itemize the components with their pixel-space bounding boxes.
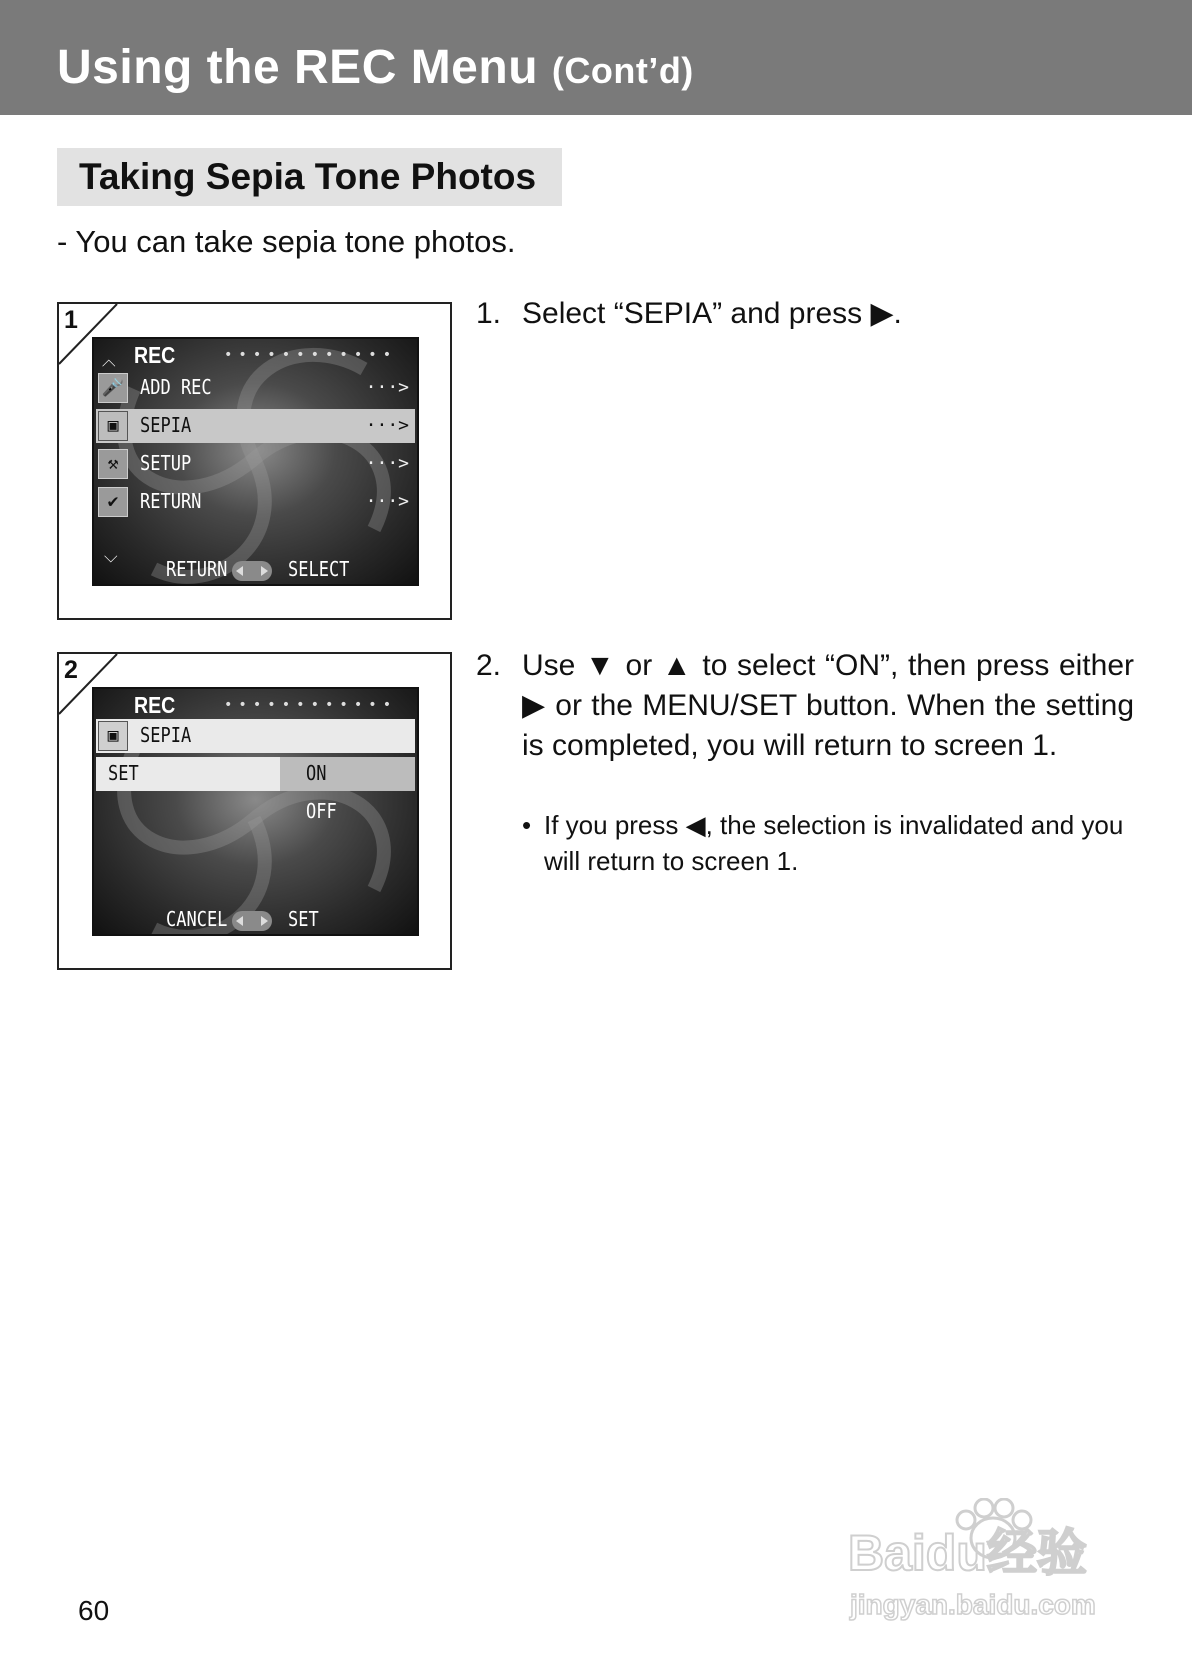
option-on[interactable] (280, 757, 415, 791)
svg-text:jingyan.baidu.com: jingyan.baidu.com (850, 1589, 1096, 1620)
menu-item-label: ADD REC (140, 375, 212, 399)
chevron-right-icon: ···> (365, 453, 409, 474)
sepia-portrait-icon: ▣ (98, 411, 128, 441)
page-number: 60 (78, 1595, 110, 1626)
sepia-portrait-icon: ▣ (98, 721, 128, 751)
menu-dots: •••••••••••• (224, 347, 398, 363)
menu-item-label: RETURN (140, 489, 202, 513)
screen-1-number: 1 (64, 306, 78, 334)
microphone-icon: 🎤 (98, 373, 128, 403)
chevron-right-icon: ···> (365, 377, 409, 398)
chevron-right-icon: ···> (365, 415, 409, 436)
section-heading (57, 148, 562, 206)
menu-item-return[interactable] (96, 485, 415, 519)
screen-2-number: 2 (64, 656, 78, 684)
footer-right-label: SET (288, 907, 319, 931)
option-label: ON (306, 761, 327, 785)
baidu-paw-logo (838, 1498, 1128, 1628)
screen-2-frame (57, 652, 452, 970)
step-text: Select “SEPIA” and press ▶. (522, 297, 902, 330)
header-bar (0, 0, 1192, 115)
step-number: 1. (476, 297, 502, 330)
intro-text: - You can take sepia tone photos. (57, 224, 516, 259)
baidu-watermark (838, 1498, 1128, 1633)
menu-dots: •••••••••••• (224, 697, 398, 713)
step-number: 2. (476, 649, 502, 682)
left-right-keys-icon (232, 911, 272, 931)
tools-icon: ⚒ (98, 449, 128, 479)
step-text: Use ▼ or ▲ to select “ON”, then press either ▶ or the MENU/SET button. When the setting is completed, you will return to screen 1. (522, 649, 1134, 762)
menu-item-label: SEPIA (140, 413, 192, 437)
menu-item-setup[interactable] (96, 447, 415, 481)
page-title-suffix: (Cont’d) (551, 50, 694, 91)
left-right-keys-icon (232, 561, 272, 581)
menu-item-label: SETUP (140, 451, 192, 475)
chevron-right-icon: ···> (365, 491, 409, 512)
option-off[interactable] (280, 795, 415, 829)
footer-left-label: CANCEL (166, 907, 228, 931)
menu-title: REC (134, 342, 176, 368)
menu-title: REC (134, 692, 176, 718)
camera-lcd-rec-menu (92, 337, 419, 586)
page-title (57, 40, 694, 95)
bullet-icon: • (522, 810, 532, 840)
screen-1-frame (57, 302, 452, 620)
page-title-text: Using the REC Menu (57, 41, 539, 94)
camera-lcd-sepia-submenu (92, 687, 419, 936)
footer-right-label: SELECT (288, 557, 350, 581)
section-title: Taking Sepia Tone Photos (79, 156, 537, 197)
option-label: OFF (306, 799, 337, 823)
note-text: If you press ◀, the selection is invalidated and you will return to screen 1. (544, 810, 1124, 876)
menu-item-sepia (96, 719, 415, 753)
menu-item-label: SEPIA (140, 723, 192, 747)
scroll-down-icon: ﹀ (104, 554, 118, 573)
set-row (96, 757, 280, 791)
menu-item-add-rec[interactable] (96, 371, 415, 405)
checklist-icon: ✔ (98, 487, 128, 517)
set-label: SET (108, 761, 139, 785)
footer-left-label: RETURN (166, 557, 228, 581)
menu-item-sepia[interactable] (96, 409, 415, 443)
svg-text:Baidu经验: Baidu经验 (848, 1525, 1087, 1581)
scroll-up-icon: ︿ (102, 350, 116, 369)
